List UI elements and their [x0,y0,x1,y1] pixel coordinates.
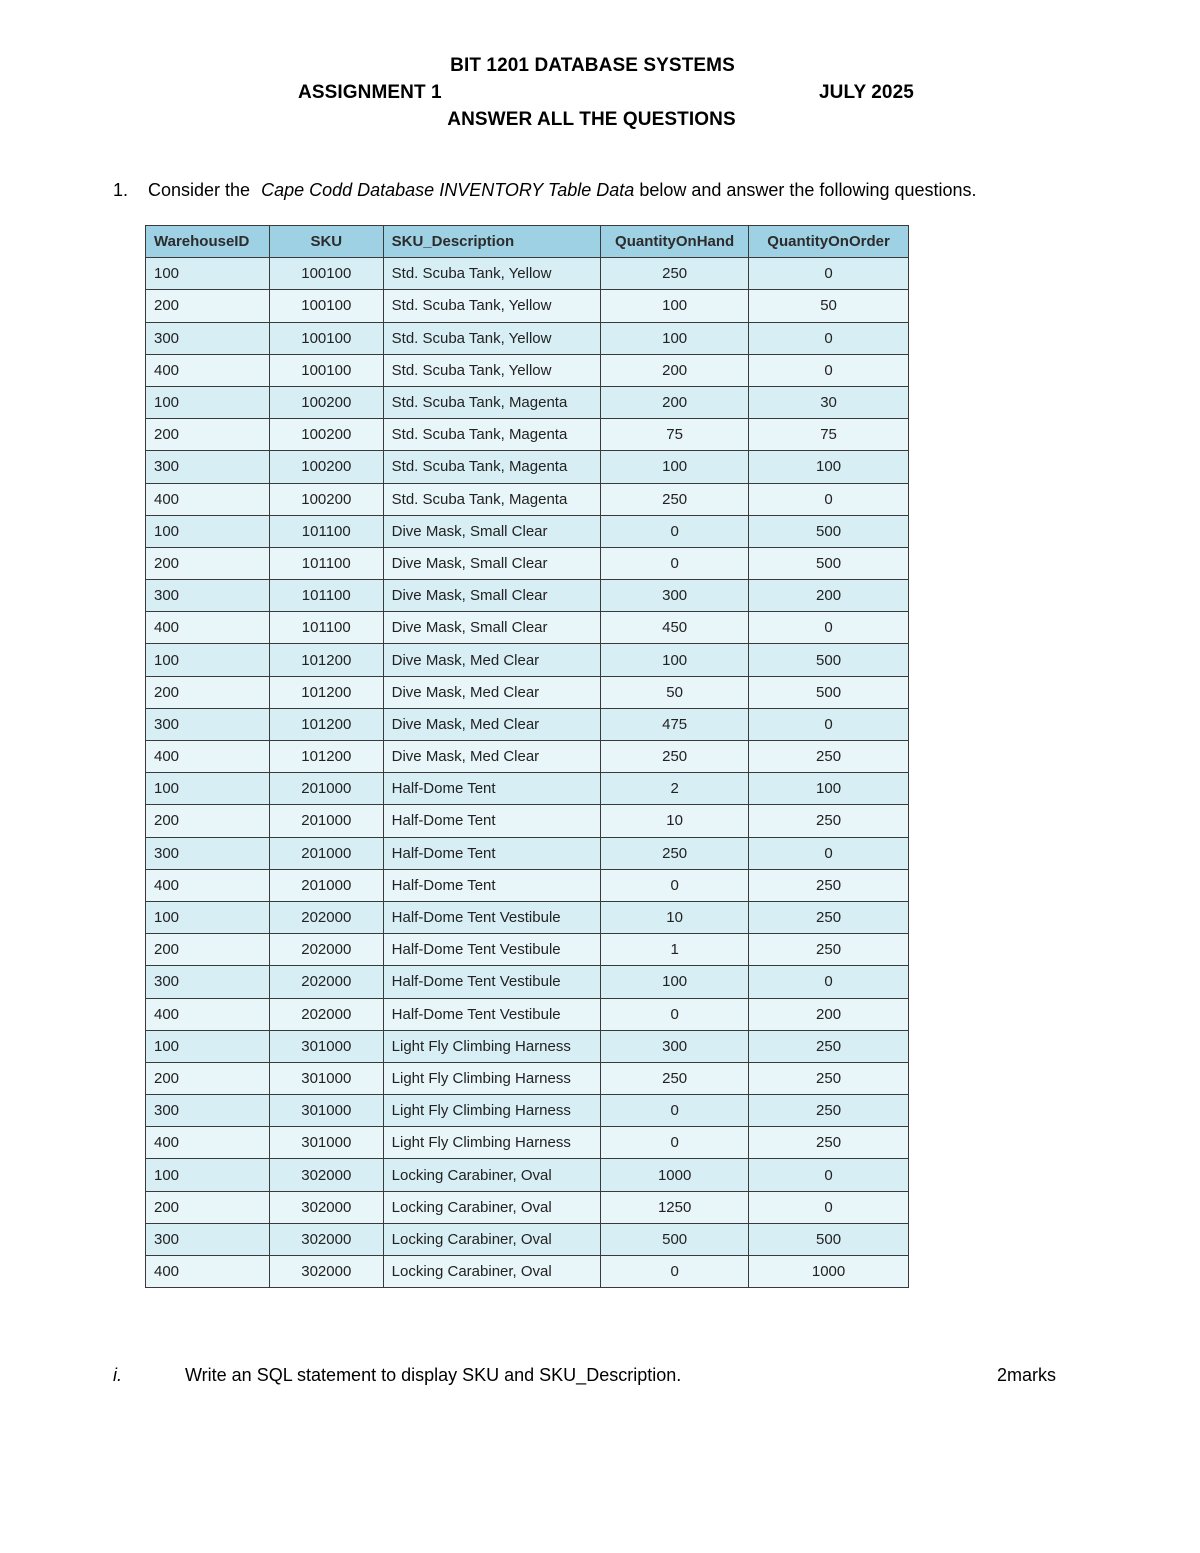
cell-quantity-on-hand: 250 [601,483,749,515]
cell-sku-description: Dive Mask, Med Clear [383,676,601,708]
question-i-marks: 2marks [997,1365,1057,1385]
cell-sku: 101200 [269,676,383,708]
cell-quantity-on-hand: 0 [601,1256,749,1288]
table-row [146,451,909,483]
table-row [146,580,909,612]
cell-quantity-on-hand: 200 [601,386,749,418]
cell-warehouseid: 200 [146,1062,270,1094]
table-row [146,644,909,676]
cell-sku-description: Dive Mask, Small Clear [383,547,601,579]
cell-sku: 201000 [269,869,383,901]
cell-quantity-on-order: 0 [749,837,909,869]
cell-sku-description: Dive Mask, Med Clear [383,644,601,676]
table-row [146,837,909,869]
cell-quantity-on-hand: 300 [601,580,749,612]
table-row [146,1159,909,1191]
cell-quantity-on-order: 100 [749,773,909,805]
assignment-label: ASSIGNMENT 1 [298,82,442,103]
table-row [146,966,909,998]
cell-sku-description: Std. Scuba Tank, Magenta [383,483,601,515]
cell-sku: 201000 [269,805,383,837]
question-1-lead: Consider the [148,180,251,200]
cell-warehouseid: 300 [146,1095,270,1127]
table-header-row [146,226,909,258]
cell-quantity-on-hand: 0 [601,547,749,579]
cell-quantity-on-hand: 0 [601,998,749,1030]
table-row [146,612,909,644]
table-row [146,869,909,901]
cell-quantity-on-order: 75 [749,419,909,451]
cell-sku: 202000 [269,901,383,933]
cell-sku: 101100 [269,547,383,579]
cell-quantity-on-order: 250 [749,901,909,933]
cell-quantity-on-order: 0 [749,322,909,354]
table-row [146,547,909,579]
cell-quantity-on-hand: 200 [601,354,749,386]
cell-sku-description: Locking Carabiner, Oval [383,1256,601,1288]
cell-warehouseid: 100 [146,386,270,418]
table-row [146,290,909,322]
cell-warehouseid: 400 [146,741,270,773]
cell-sku: 101100 [269,612,383,644]
cell-warehouseid: 300 [146,837,270,869]
cell-sku-description: Half-Dome Tent [383,773,601,805]
cell-warehouseid: 100 [146,258,270,290]
cell-quantity-on-order: 250 [749,805,909,837]
cell-quantity-on-hand: 10 [601,901,749,933]
cell-sku-description: Half-Dome Tent Vestibule [383,901,601,933]
cell-quantity-on-order: 0 [749,1159,909,1191]
cell-quantity-on-hand: 500 [601,1223,749,1255]
cell-warehouseid: 400 [146,998,270,1030]
cell-sku: 100200 [269,419,383,451]
cell-sku: 101200 [269,708,383,740]
cell-sku-description: Light Fly Climbing Harness [383,1062,601,1094]
cell-sku: 100100 [269,290,383,322]
table-row [146,998,909,1030]
cell-quantity-on-order: 250 [749,1030,909,1062]
cell-warehouseid: 300 [146,966,270,998]
table-row [146,322,909,354]
cell-quantity-on-hand: 75 [601,419,749,451]
cell-sku: 100200 [269,386,383,418]
cell-sku: 302000 [269,1256,383,1288]
table-row [146,354,909,386]
cell-sku: 302000 [269,1159,383,1191]
cell-quantity-on-order: 500 [749,547,909,579]
cell-sku-description: Half-Dome Tent [383,805,601,837]
cell-quantity-on-hand: 300 [601,1030,749,1062]
cell-quantity-on-hand: 1000 [601,1159,749,1191]
cell-quantity-on-hand: 100 [601,290,749,322]
cell-sku-description: Half-Dome Tent Vestibule [383,966,601,998]
cell-sku: 100100 [269,258,383,290]
table-row [146,419,909,451]
cell-sku-description: Half-Dome Tent [383,837,601,869]
cell-quantity-on-order: 250 [749,869,909,901]
column-header-quantity-on-hand: QuantityOnHand [601,226,749,258]
cell-sku: 201000 [269,773,383,805]
cell-warehouseid: 400 [146,869,270,901]
cell-sku-description: Std. Scuba Tank, Magenta [383,451,601,483]
question-i-text: Write an SQL statement to display SKU and SKU_Description. [185,1365,682,1385]
cell-sku-description: Locking Carabiner, Oval [383,1223,601,1255]
cell-warehouseid: 100 [146,1030,270,1062]
table-row [146,1191,909,1223]
cell-warehouseid: 400 [146,1127,270,1159]
cell-sku: 101100 [269,580,383,612]
cell-warehouseid: 200 [146,1191,270,1223]
table-row [146,1095,909,1127]
cell-sku-description: Light Fly Climbing Harness [383,1095,601,1127]
table-row [146,386,909,418]
cell-warehouseid: 400 [146,612,270,644]
cell-sku-description: Dive Mask, Small Clear [383,580,601,612]
cell-quantity-on-order: 500 [749,515,909,547]
cell-sku: 101200 [269,741,383,773]
cell-sku-description: Std. Scuba Tank, Yellow [383,258,601,290]
cell-warehouseid: 300 [146,708,270,740]
cell-sku-description: Light Fly Climbing Harness [383,1030,601,1062]
cell-sku-description: Locking Carabiner, Oval [383,1191,601,1223]
table-row [146,708,909,740]
cell-sku: 100100 [269,354,383,386]
column-header-sku: SKU [269,226,383,258]
cell-sku: 202000 [269,934,383,966]
cell-quantity-on-order: 1000 [749,1256,909,1288]
cell-warehouseid: 400 [146,354,270,386]
cell-sku-description: Dive Mask, Small Clear [383,612,601,644]
question-1 [113,180,977,201]
cell-quantity-on-hand: 1250 [601,1191,749,1223]
cell-quantity-on-order: 250 [749,934,909,966]
cell-warehouseid: 300 [146,322,270,354]
cell-sku: 301000 [269,1030,383,1062]
table-row [146,483,909,515]
table-row [146,1062,909,1094]
cell-quantity-on-order: 250 [749,1095,909,1127]
cell-quantity-on-order: 0 [749,612,909,644]
cell-quantity-on-order: 0 [749,966,909,998]
table-row [146,515,909,547]
question-1-italic: Cape Codd Database INVENTORY Table Data [261,180,635,200]
table-row [146,258,909,290]
cell-quantity-on-order: 0 [749,483,909,515]
cell-warehouseid: 400 [146,483,270,515]
cell-warehouseid: 100 [146,644,270,676]
cell-quantity-on-hand: 250 [601,258,749,290]
cell-sku-description: Std. Scuba Tank, Magenta [383,419,601,451]
cell-warehouseid: 100 [146,1159,270,1191]
cell-sku: 101100 [269,515,383,547]
cell-sku: 302000 [269,1223,383,1255]
cell-sku: 100100 [269,322,383,354]
cell-quantity-on-order: 0 [749,708,909,740]
cell-quantity-on-hand: 0 [601,1127,749,1159]
cell-sku-description: Dive Mask, Med Clear [383,708,601,740]
cell-quantity-on-order: 250 [749,741,909,773]
cell-quantity-on-order: 500 [749,644,909,676]
cell-quantity-on-hand: 1 [601,934,749,966]
cell-warehouseid: 200 [146,934,270,966]
table-row [146,773,909,805]
cell-quantity-on-hand: 250 [601,741,749,773]
cell-quantity-on-hand: 475 [601,708,749,740]
table-row [146,1127,909,1159]
cell-sku-description: Half-Dome Tent Vestibule [383,934,601,966]
cell-warehouseid: 200 [146,290,270,322]
cell-warehouseid: 300 [146,580,270,612]
cell-quantity-on-order: 250 [749,1062,909,1094]
cell-sku: 201000 [269,837,383,869]
cell-quantity-on-order: 30 [749,386,909,418]
cell-quantity-on-order: 500 [749,676,909,708]
cell-quantity-on-hand: 100 [601,451,749,483]
cell-quantity-on-hand: 100 [601,966,749,998]
question-1-number: 1. [113,180,129,200]
cell-quantity-on-order: 250 [749,1127,909,1159]
cell-warehouseid: 200 [146,676,270,708]
cell-sku: 202000 [269,966,383,998]
cell-quantity-on-hand: 50 [601,676,749,708]
cell-quantity-on-order: 500 [749,1223,909,1255]
table-row [146,934,909,966]
cell-quantity-on-order: 0 [749,258,909,290]
instruction-heading: ANSWER ALL THE QUESTIONS [447,109,736,130]
cell-sku-description: Std. Scuba Tank, Yellow [383,322,601,354]
course-title: BIT 1201 DATABASE SYSTEMS [450,55,735,76]
cell-sku: 301000 [269,1127,383,1159]
cell-warehouseid: 200 [146,419,270,451]
inventory-table [145,225,909,1288]
cell-quantity-on-order: 200 [749,998,909,1030]
cell-warehouseid: 300 [146,1223,270,1255]
cell-warehouseid: 100 [146,515,270,547]
table-row [146,676,909,708]
table-row [146,1223,909,1255]
cell-sku-description: Half-Dome Tent Vestibule [383,998,601,1030]
cell-quantity-on-order: 100 [749,451,909,483]
table-row [146,741,909,773]
cell-sku: 100200 [269,451,383,483]
cell-sku-description: Std. Scuba Tank, Yellow [383,290,601,322]
table-row [146,901,909,933]
table-body [146,258,909,1288]
cell-quantity-on-order: 0 [749,1191,909,1223]
cell-sku-description: Locking Carabiner, Oval [383,1159,601,1191]
assignment-date: JULY 2025 [819,82,914,103]
cell-warehouseid: 100 [146,773,270,805]
cell-quantity-on-hand: 250 [601,1062,749,1094]
cell-quantity-on-order: 0 [749,354,909,386]
cell-warehouseid: 100 [146,901,270,933]
table-row [146,805,909,837]
cell-quantity-on-hand: 100 [601,644,749,676]
cell-sku: 101200 [269,644,383,676]
cell-sku: 302000 [269,1191,383,1223]
table-row [146,1256,909,1288]
question-i-number: i. [113,1365,122,1385]
cell-warehouseid: 300 [146,451,270,483]
cell-warehouseid: 200 [146,547,270,579]
cell-quantity-on-hand: 10 [601,805,749,837]
column-header-quantity-on-order: QuantityOnOrder [749,226,909,258]
cell-sku-description: Std. Scuba Tank, Yellow [383,354,601,386]
cell-warehouseid: 400 [146,1256,270,1288]
cell-quantity-on-hand: 100 [601,322,749,354]
cell-sku-description: Dive Mask, Med Clear [383,741,601,773]
cell-quantity-on-hand: 450 [601,612,749,644]
cell-quantity-on-hand: 0 [601,515,749,547]
column-header-sku-description: SKU_Description [383,226,601,258]
cell-quantity-on-order: 50 [749,290,909,322]
cell-sku-description: Std. Scuba Tank, Magenta [383,386,601,418]
cell-quantity-on-hand: 250 [601,837,749,869]
column-header-warehouseid: WarehouseID [146,226,270,258]
question-1-tail: below and answer the following questions. [639,180,977,200]
cell-quantity-on-hand: 0 [601,1095,749,1127]
cell-sku: 301000 [269,1062,383,1094]
cell-sku: 301000 [269,1095,383,1127]
cell-quantity-on-hand: 0 [601,869,749,901]
cell-sku-description: Light Fly Climbing Harness [383,1127,601,1159]
table-row [146,1030,909,1062]
cell-quantity-on-hand: 2 [601,773,749,805]
cell-quantity-on-order: 200 [749,580,909,612]
cell-sku: 100200 [269,483,383,515]
cell-warehouseid: 200 [146,805,270,837]
cell-sku-description: Dive Mask, Small Clear [383,515,601,547]
cell-sku-description: Half-Dome Tent [383,869,601,901]
cell-sku: 202000 [269,998,383,1030]
